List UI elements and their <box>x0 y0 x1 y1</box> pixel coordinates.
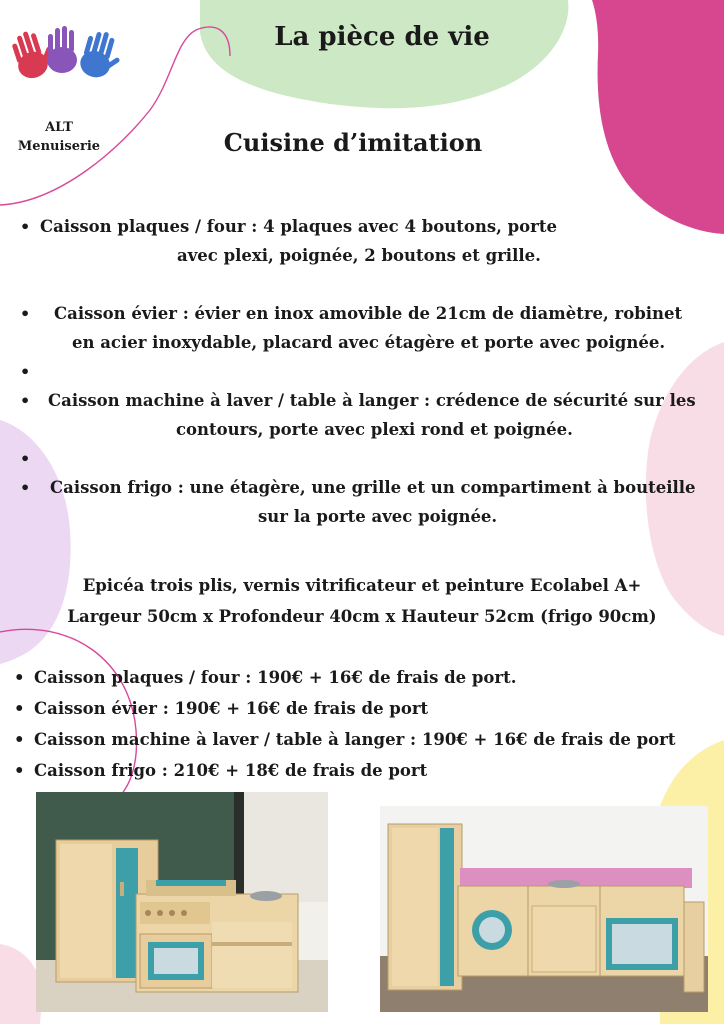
pink-blob-top-right <box>592 0 724 234</box>
price-text: Caisson machine à laver / table à langer : 190€ + 16€ de frais de port <box>34 730 676 749</box>
price-item: • Caisson plaques / four : 190€ + 16€ de frais de port. <box>14 668 517 687</box>
page-subtitle: Cuisine d’imitation <box>223 128 483 157</box>
hand-icon <box>77 27 127 83</box>
list-item-empty: • <box>20 362 31 381</box>
item-text-line1: Caisson frigo : une étagère, une grille et un compartiment à bouteille <box>50 478 696 497</box>
item-text-line1: Caisson plaques / four : 4 plaques avec 4 boutons, porte <box>40 217 557 236</box>
page-title: La pièce de vie <box>274 22 490 52</box>
item-text-line2: contours, porte avec plexi rond et poignée. <box>176 420 573 439</box>
description-list <box>0 212 724 531</box>
price-list <box>0 662 724 786</box>
list-item: • Caisson machine à laver / table à langer : crédence de sécurité sur les contours, porte avec plexi rond et poignée. <box>0 386 724 444</box>
hand-icon <box>47 26 77 73</box>
materials-info <box>0 570 724 632</box>
logo-handprints <box>4 18 132 88</box>
brand-line-2: Menuiserie <box>17 139 101 154</box>
list-item-empty: • <box>20 449 31 468</box>
price-item: • Caisson machine à laver / table à langer : 190€ + 16€ de frais de port <box>14 730 676 749</box>
brand-name <box>0 118 118 156</box>
kitchen-photo-right <box>380 806 708 1012</box>
price-item: • Caisson frigo : 210€ + 18€ de frais de port <box>14 761 428 780</box>
brand-line-1: ALT <box>45 120 73 135</box>
green-blob <box>200 0 568 108</box>
list-item: • Caisson plaques / four : 4 plaques avec 4 boutons, porte avec plexi, poignée, 2 boutons et grille. <box>0 212 724 270</box>
item-text-line2: sur la porte avec poignée. <box>258 507 498 526</box>
price-text: Caisson évier : 190€ + 16€ de frais de port <box>34 699 429 718</box>
price-item: • Caisson évier : 190€ + 16€ de frais de port <box>14 699 429 718</box>
list-item: • Caisson frigo : une étagère, une grille et un compartiment à bouteille sur la porte avec poignée. <box>0 473 724 531</box>
item-text-line1: Caisson machine à laver / table à langer : crédence de sécurité sur les <box>48 391 696 410</box>
price-text: Caisson frigo : 210€ + 18€ de frais de port <box>34 761 428 780</box>
kitchen-photo-left <box>36 792 328 1012</box>
price-text: Caisson plaques / four : 190€ + 16€ de frais de port. <box>34 668 517 687</box>
item-text-line2: avec plexi, poignée, 2 boutons et grille. <box>177 246 541 265</box>
item-text-line1: Caisson évier : évier en inox amovible de 21cm de diamètre, robinet <box>54 304 683 323</box>
item-text-line2: en acier inoxydable, placard avec étagère et porte avec poignée. <box>72 333 666 352</box>
materials-line-1: Epicéa trois plis, vernis vitrificateur et peinture Ecolabel A+ <box>82 576 642 595</box>
list-item: • Caisson évier : évier en inox amovible de 21cm de diamètre, robinet en acier inoxydable, placard avec étagère et porte avec poignée. <box>0 299 724 357</box>
materials-line-2: Largeur 50cm x Profondeur 40cm x Hauteur 52cm (frigo 90cm) <box>67 607 657 626</box>
